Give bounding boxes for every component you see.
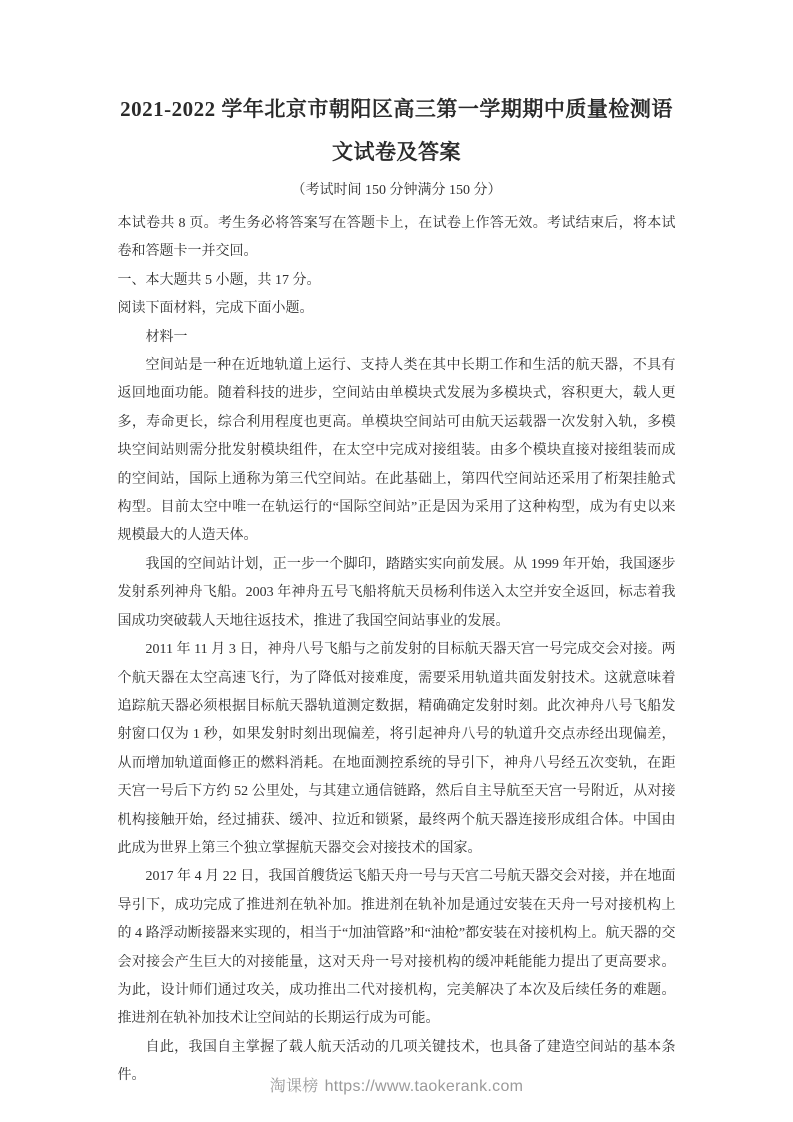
exam-instructions: 本试卷共 8 页。考生务必将答案写在答题卡上，在试卷上作答无效。考试结束后，将本试卷和答题卡一并交回。 — [117, 216, 676, 260]
document-content — [118, 210, 676, 1091]
paragraph-shenzhou8-docking: 2011 年 11 月 3 日，神舟八号飞船与之前发射的目标航天器天宫一号完成交会对接。两个航天器在太空高速飞行，为了降低对接难度，需要采用轨道共面发射技术。这就意味着追踪航天器必须根据目标航天器轨道测定数据，精确确定发射时刻。此次神舟八号飞船发射窗口仅为 1 秒，如果发射时刻出现偏差，将引起神舟八号的轨道升交点赤经出现偏差，从而增加轨道面修正的燃料消耗。在地面测控系统的导引下，神舟八号经五次变轨，在距天宫一号后下方约 52 公里处，与其建立通信链路，然后自主导航至天宫一号附近，从对接机构接触开始，经过捕获、缓冲、拉近和锁紧，最终两个航天器连接形成组合体。中国由此成为世界上第三个独立掌握航天器交会对接技术的国家。 — [117, 642, 676, 856]
material-one-label: 材料一 — [145, 329, 188, 345]
watermark-footer — [0, 1073, 793, 1096]
page-title — [118, 88, 676, 174]
section-one-heading: 一、本大题共 5 小题，共 17 分。 — [117, 272, 321, 288]
document-body — [118, 0, 676, 1091]
paragraph-tianzhou1-refueling: 2017 年 4 月 22 日，我国首艘货运飞船天舟一号与天宫二号航天器交会对接，并在地面导引下，成功完成了推进剂在轨补加。推进剂在轨补加是通过安装在天舟一号对接机构上的 4 路浮动断接器来实现的，相当于“加油管路”和“油枪”都安装在对接机构上。航天器的交会对接会产生巨大的对接能量，这对天舟一号对接机构的缓冲耗能能力提出了更高要求。为此，设计师们通过攻关，成功推出二代对接机构，完美解决了本次及后续任务的难题。推进剂在轨补加技术让空间站的长期运行成为可能。 — [117, 869, 676, 1027]
watermark-site-name: 淘课榜 — [269, 1078, 319, 1095]
page-title-line-2: 文试卷及答案 — [332, 140, 461, 164]
reading-prompt: 阅读下面材料，完成下面小题。 — [117, 301, 314, 317]
paragraph-conclusion: 自此，我国自主掌握了载人航天活动的几项关键技术，也具备了建造空间站的基本条件。 — [117, 1039, 676, 1084]
page-title-line-1: 2021-2022 学年北京市朝阳区高三第一学期期中质量检测语 — [120, 97, 673, 121]
watermark-site-url: https://www.taokerank.com — [324, 1078, 524, 1095]
exam-time-score-note: （考试时间 150 分钟满分 150 分） — [291, 183, 502, 198]
paragraph-space-station-intro: 空间站是一种在近地轨道上运行、支持人类在其中长期工作和生活的航天器，不具有返回地面功能。随着科技的进步，空间站由单模块式发展为多模块式，容积更大，载人更多，寿命更长，综合利用程度也更高。单模块空间站可由航天运载器一次发射入轨，多模块空间站则需分批发射模块组件，在太空中完成对接组装。由多个模块直接对接组装而成的空间站，国际上通称为第三代空间站。在此基础上，第四代空间站还采用了桁架挂舱式构型。目前太空中唯一在轨运行的“国际空间站”正是因为采用了这种构型，成为有史以来规模最大的人造天体。 — [117, 358, 676, 544]
paragraph-china-station-plan: 我国的空间站计划，正一步一个脚印，踏踏实实向前发展。从 1999 年开始，我国逐步发射系列神舟飞船。2003 年神舟五号飞船将航天员杨利伟送入太空并安全返回，标志着我国成功突破载人天地往返技术，推进了我国空间站事业的发展。 — [117, 556, 676, 629]
